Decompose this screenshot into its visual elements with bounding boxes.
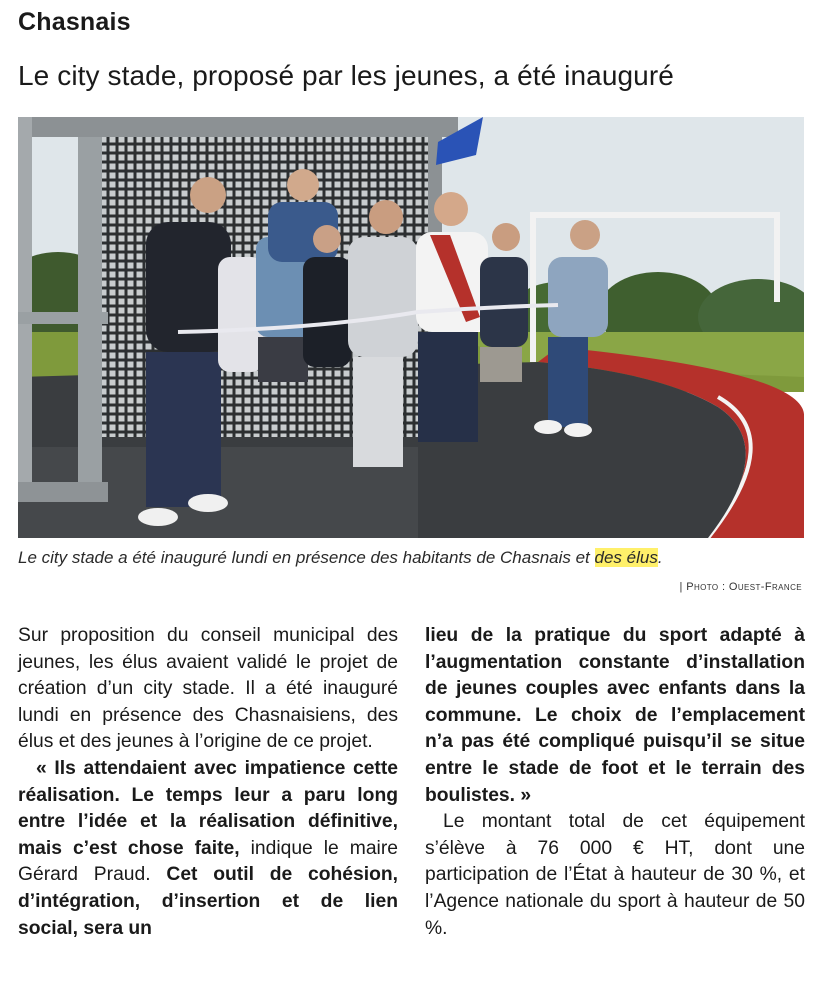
article-column-1 xyxy=(18,623,398,942)
section-rubric: Chasnais xyxy=(18,8,131,36)
paragraph-funding: Le montant total de cet équipement s’élève à 76 000 € HT, dont une participation de l’État à hauteur de 30 %, et l’Agence nationale du sport à hauteur de 50 %. xyxy=(425,811,805,939)
article-column-2 xyxy=(425,623,805,942)
paragraph-quote-continued: lieu de la pratique du sport adapté à l’augmentation constante d’installation de jeunes couples avec enfants dans la commune. Le choix de l’emplacement n’a pas été compliqué puisqu’il se situe entre le stade de foot et le terrain des boulistes. » xyxy=(425,625,805,806)
caption-end: . xyxy=(657,548,663,567)
quote-attribution: indique le maire Gérard Praud. xyxy=(18,837,398,886)
caption-highlight: des élus xyxy=(594,548,658,567)
photo-illustration xyxy=(18,117,804,538)
caption-text: Le city stade a été inauguré lundi en présence des habitants de Chasnais et xyxy=(18,548,595,567)
paragraph-quote xyxy=(18,756,398,942)
article-headline: Le city stade, proposé par les jeunes, a été inauguré xyxy=(18,60,674,91)
quote-bold-text-2: Cet outil de cohésion, d’intégration, d’insertion et de lien social, sera un xyxy=(18,864,399,939)
photo-caption xyxy=(18,545,808,571)
photo-credit: | Photo : Ouest-France xyxy=(679,581,802,593)
quote-bold-text: « Ils attendaient avec impatience cette réalisation. Le temps leur a paru long entre l’idée et la réalisation définitive, mais c’est chose faite, xyxy=(18,757,398,859)
article-photo xyxy=(18,117,804,538)
paragraph-intro: Sur proposition du conseil municipal des jeunes, les élus avaient validé le projet de création d’un city stade. Il a été inauguré lundi en présence des Chasnaisiens, des élus et des jeunes à l’origine de ce projet. xyxy=(18,625,398,753)
